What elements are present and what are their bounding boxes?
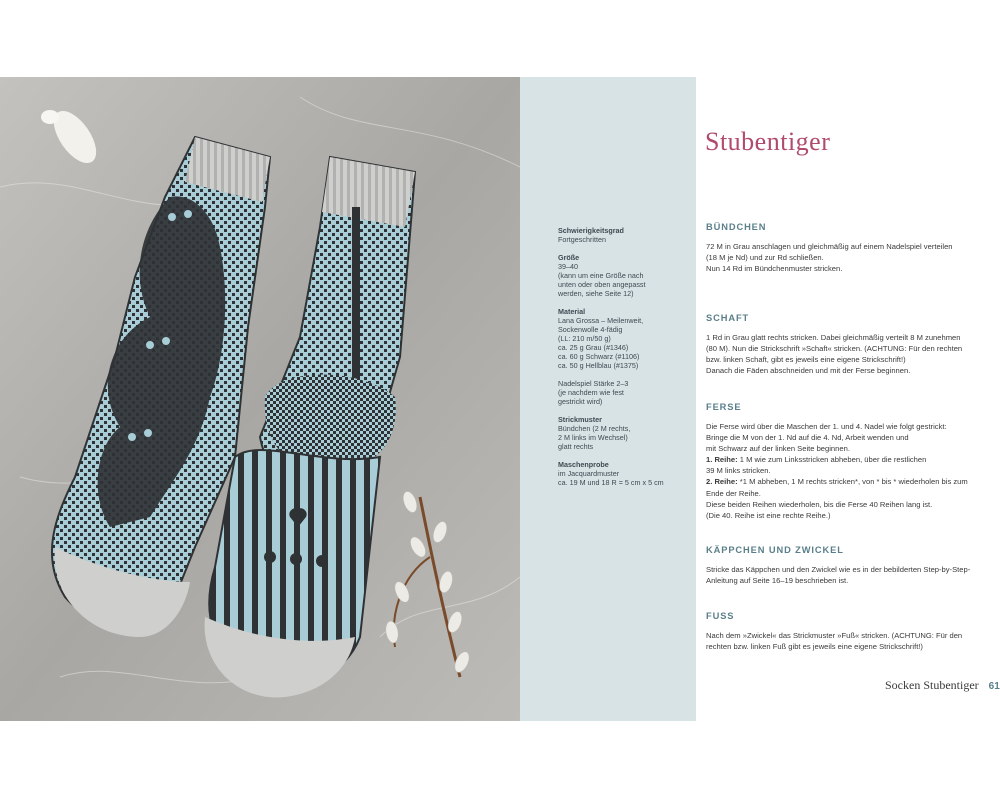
info-line: Sockenwolle 4-fädig: [558, 325, 623, 335]
row-2-text: *1 M abheben, 1 M rechts stricken*, von * bis * wiederholen bis zum: [739, 477, 968, 487]
info-material: [558, 307, 688, 371]
socks-illustration: [0, 77, 520, 721]
info-line: ca. 60 g Schwarz (#1106): [558, 352, 640, 362]
info-size: [558, 253, 688, 298]
body-line: Diese beiden Reihen wiederholen, bis die Ferse 40 Reihen lang ist.: [706, 499, 933, 509]
info-label: Material: [558, 306, 586, 316]
info-difficulty: [558, 226, 688, 244]
page-number: 61: [988, 681, 1000, 692]
body-line: Ende der Reihe.: [706, 488, 761, 498]
info-line: Nadelspiel Stärke 2–3: [558, 379, 629, 389]
info-label: Schwierigkeitsgrad: [558, 226, 624, 235]
info-line: Fortgeschritten: [558, 235, 606, 245]
sock-photo: [0, 77, 520, 721]
info-gauge: [558, 460, 688, 487]
section-body: [706, 241, 991, 274]
body-line: rechten bzw. linken Fuß gibt es jeweils eine eigene Strickschrift!): [706, 642, 923, 652]
section-foot: [706, 611, 991, 652]
body-line: Die Ferse wird über die Maschen der 1. und 4. Nadel wie folgt gestrickt:: [706, 422, 947, 431]
body-line: Anleitung auf Seite 16–19 beschrieben ist.: [706, 576, 849, 586]
info-line: ca. 19 M und 18 R = 5 cm x 5 cm: [558, 478, 664, 488]
section-leg: [706, 313, 991, 376]
info-line: im Jacquardmuster: [558, 469, 620, 479]
section-body: [706, 630, 991, 652]
info-line: Bündchen (2 M rechts,: [558, 424, 631, 434]
body-line: Bringe die M von der 1. Nd auf die 4. Nd, Arbeit wenden und: [706, 433, 909, 443]
info-line: 39–40: [558, 261, 578, 271]
info-label: Maschenprobe: [558, 459, 609, 469]
section-body: [706, 564, 991, 586]
section-heading: FERSE: [706, 402, 742, 412]
row-1-label: 1. Reihe:: [706, 455, 738, 465]
section-heading: KÄPPCHEN UND ZWICKEL: [706, 545, 844, 555]
row-2-line: [706, 476, 991, 487]
body-line: bzw. linken Schaft, gibt es jeweils eine eigene Strickschrift!): [706, 355, 906, 365]
row-1-line: [706, 454, 991, 465]
pattern-info: [558, 226, 688, 496]
body-line: Danach die Fäden abschneiden und mit der Ferse beginnen.: [706, 366, 911, 376]
info-label: Größe: [558, 252, 580, 262]
row-2-label: 2. Reihe:: [706, 477, 738, 487]
section-heading: FUSS: [706, 611, 735, 621]
section-body: [706, 332, 991, 376]
info-line: Lana Grossa – Meilenweit,: [558, 315, 644, 325]
section-gusset: [706, 545, 991, 586]
page-footer: [885, 676, 1000, 694]
info-label: Strickmuster: [558, 414, 602, 424]
info-line: werden, siehe Seite 12): [558, 289, 634, 299]
info-pattern: [558, 415, 688, 451]
body-line: Nach dem »Zwickel« das Strickmuster »Fuß« stricken. (ACHTUNG: Für den: [706, 631, 963, 640]
body-line: 1 Rd in Grau glatt rechts stricken. Dabei gleichmäßig verteilt 8 M zunehmen: [706, 333, 961, 342]
row-1-text: 1 M wie zum Linksstricken abheben, über die restlichen: [739, 455, 927, 465]
body-line: (Die 40. Reihe ist eine rechte Reihe.): [706, 510, 831, 520]
info-line: glatt rechts: [558, 442, 594, 452]
section-body: [706, 421, 991, 521]
body-line: (18 M je Nd) und zur Rd schließen.: [706, 253, 824, 263]
body-line: mit Schwarz auf der linken Seite beginnen.: [706, 444, 850, 454]
body-line: Nun 14 Rd im Bündchenmuster stricken.: [706, 264, 843, 274]
body-line: 72 M in Grau anschlagen und gleichmäßig auf einem Nadelspiel verteilen: [706, 242, 953, 251]
info-needles: [558, 379, 688, 406]
info-line: ca. 25 g Grau (#1346): [558, 343, 629, 353]
info-line: (je nachdem wie fest: [558, 388, 624, 398]
info-line: (kann um eine Größe nach: [558, 270, 644, 280]
section-heading: SCHAFT: [706, 313, 750, 323]
info-line: ca. 50 g Hellblau (#1375): [558, 361, 639, 371]
info-line: 2 M links im Wechsel): [558, 433, 628, 443]
info-line: unten oder oben angepasst: [558, 280, 646, 290]
section-heading: BÜNDCHEN: [706, 222, 767, 232]
body-line: Stricke das Käppchen und den Zwickel wie es in der bebilderten Step-by-Step-: [706, 565, 971, 574]
info-line: (LL: 210 m/50 g): [558, 334, 611, 344]
body-line: 39 M links stricken.: [706, 466, 771, 476]
page-title: Stubentiger: [705, 127, 831, 156]
body-line: (80 M). Nun die Strickschrift »Schaft« stricken. (ACHTUNG: Für den rechten: [706, 344, 963, 354]
section-cuff: [706, 222, 991, 274]
info-line: gestrickt wird): [558, 397, 603, 407]
footer-title: Socken Stubentiger: [885, 678, 979, 692]
section-heel: [706, 402, 991, 521]
